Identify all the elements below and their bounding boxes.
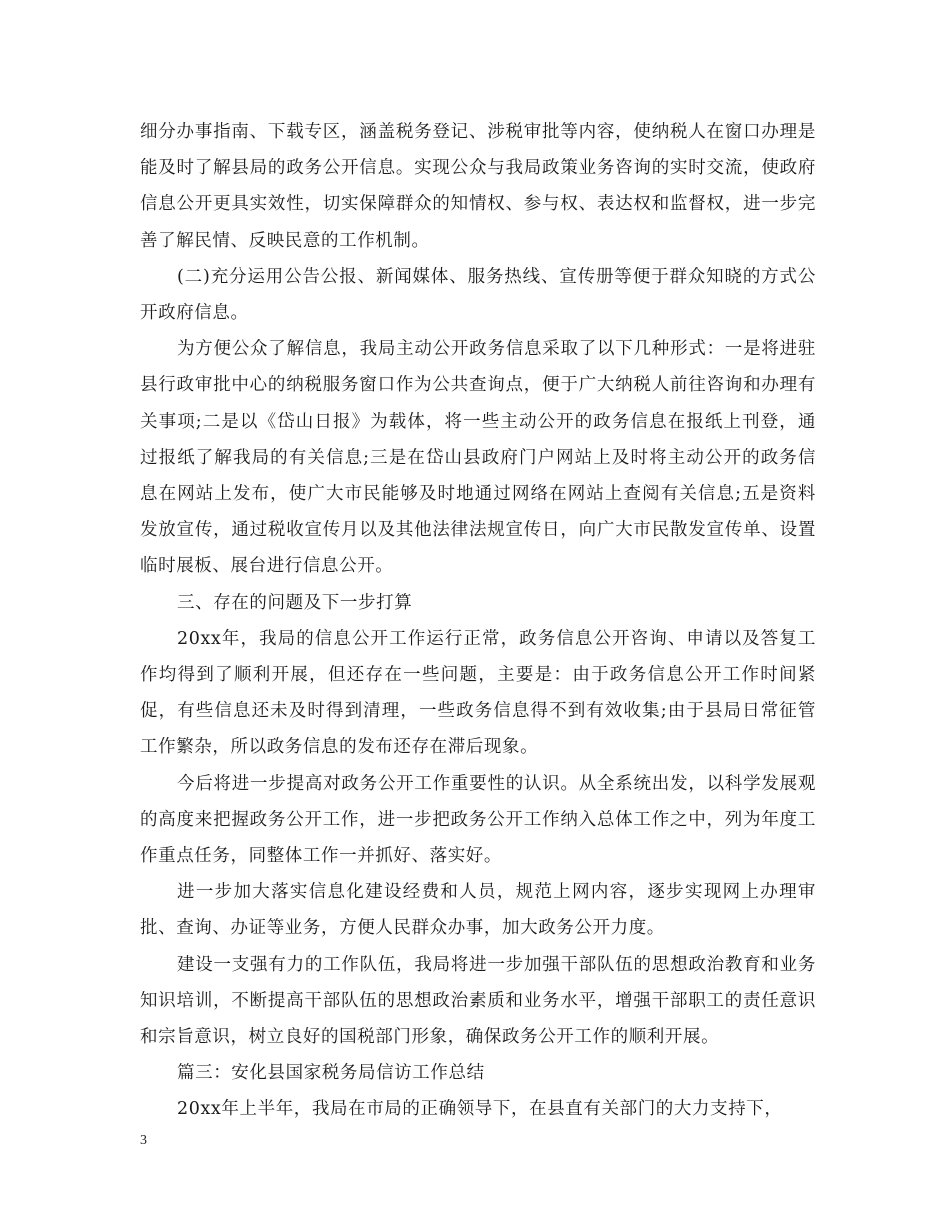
paragraph-4: 20xx年，我局的信息公开工作运行正常，政务信息公开咨询、申请以及答复工作均得到了顺利开展，但还存在一些问题，主要是：由于政务信息公开工作时间紧促，有些信息还未及时得到清理，一些政务信息得不到有效收集;由于县局日常征管工作繁杂，所以政务信息的发布还存在滞后现象。 bbox=[140, 628, 816, 758]
paragraph-6: 进一步加大落实信息化建设经费和人员，规范上网内容，逐步实现网上办理审批、查询、办证等业务，方便人民群众办事，加大政务公开力度。 bbox=[140, 882, 816, 939]
paragraph-3: 为方便公众了解信息，我局主动公开政务信息采取了以下几种形式：一是将进驻县行政审批中心的纳税服务窗口作为公共查询点，便于广大纳税人前往咨询和办理有关事项;二是以《岱山日报》为载体，将一些主动公开的政务信息在报纸上刊登，通过报纸了解我局的有关信息;三是在岱山县政府门户网站上及时将主动公开的政务信息在网站上发布，使广大市民能够及时地通过网络在网站上查阅有关信息;五是资料发放宣传，通过税收宣传月以及其他法律法规宣传日，向广大市民散发宣传单、设置临时展板、展台进行信息公开。 bbox=[140, 339, 816, 577]
page-number: 3 bbox=[140, 1133, 147, 1148]
section-heading-3: 三、存在的问题及下一步打算 bbox=[177, 592, 413, 613]
paragraph-8: 20xx年上半年，我局在市局的正确领导下，在县直有关部门的大力支持下， bbox=[177, 1099, 783, 1120]
article-title: 篇三：安化县国家税务局信访工作总结 bbox=[177, 1063, 485, 1084]
paragraph-7: 建设一支强有力的工作队伍，我局将进一步加强干部队伍的思想政治教育和业务知识培训，不断提高干部队伍的思想政治素质和业务水平，增强干部职工的责任意识和宗旨意识，树立良好的国税部门形象，确保政务公开工作的顺利开展。 bbox=[140, 954, 816, 1048]
document-body bbox=[140, 114, 816, 1128]
paragraph-1: 细分办事指南、下载专区，涵盖税务登记、涉税审批等内容，使纳税人在窗口办理是能及时了解县局的政务公开信息。实现公众与我局政策业务咨询的实时交流，使政府信息公开更具实效性，切实保障群众的知情权、参与权、表达权和监督权，进一步完善了解民情、反映民意的工作机制。 bbox=[140, 122, 816, 251]
paragraph-5: 今后将进一步提高对政务公开工作重要性的认识。从全系统出发，以科学发展观的高度来把握政务公开工作，进一步把政务公开工作纳入总体工作之中，列为年度工作重点任务，同整体工作一并抓好、落实好。 bbox=[140, 773, 816, 867]
paragraph-2: (二)充分运用公告公报、新闻媒体、服务热线、宣传册等便于群众知晓的方式公开政府信息。 bbox=[140, 266, 816, 324]
